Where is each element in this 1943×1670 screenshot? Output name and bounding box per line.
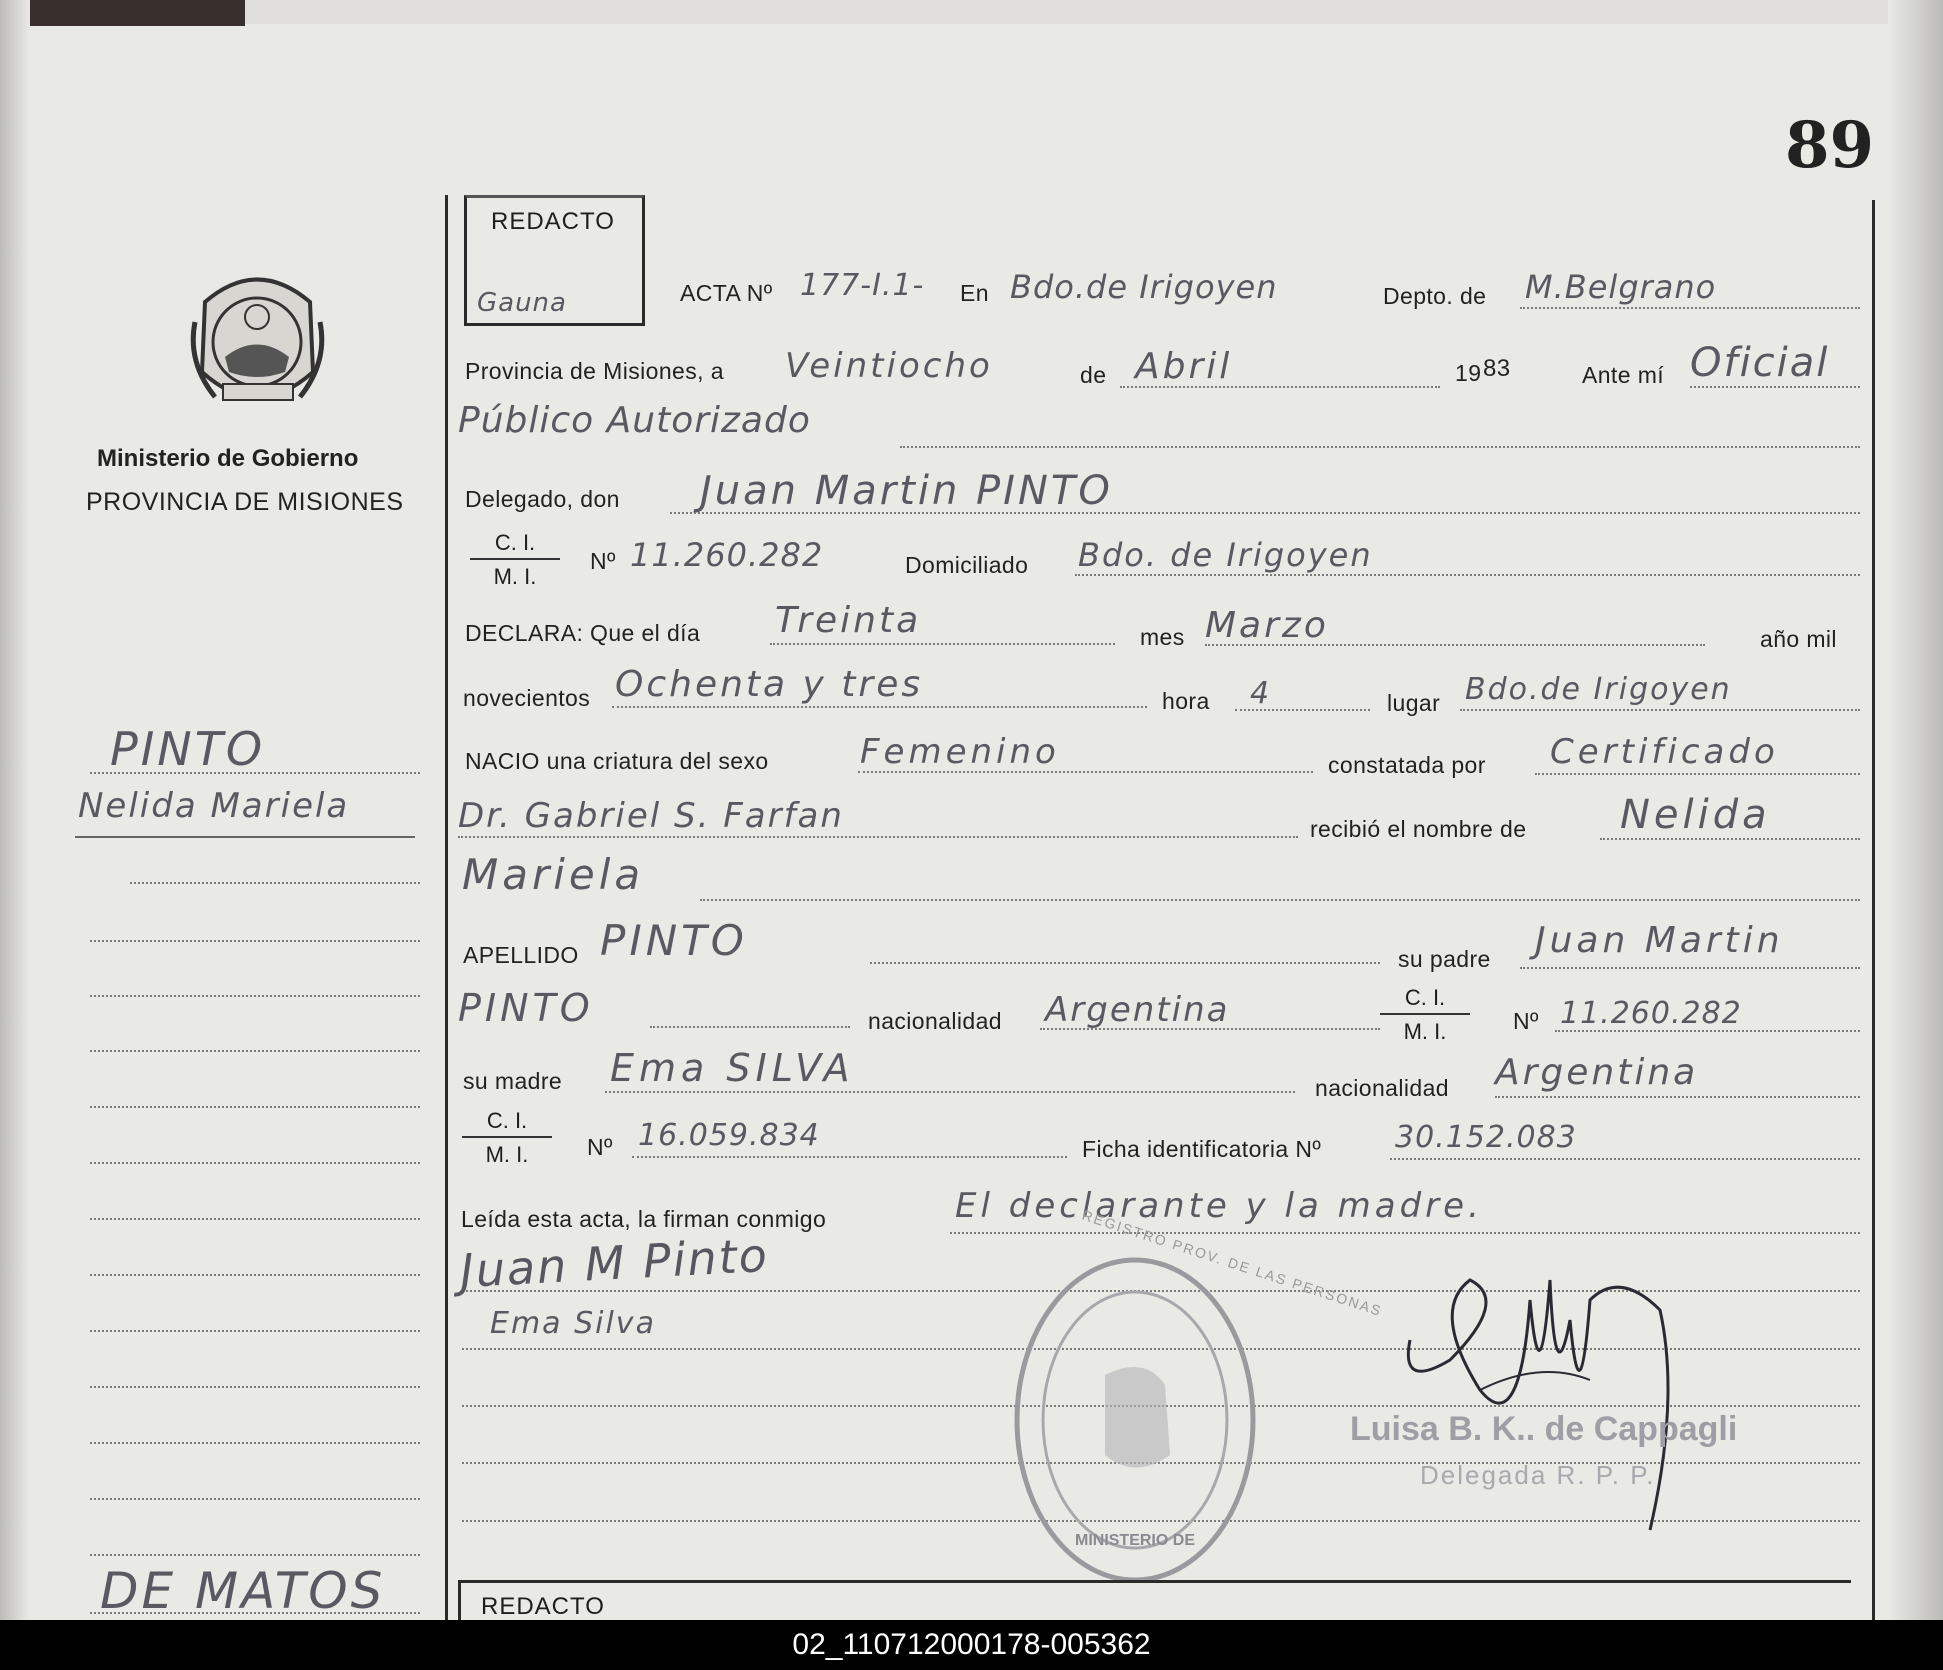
label-padre-nacionalidad: nacionalidad (868, 1008, 1002, 1034)
field-line (1120, 386, 1440, 388)
field-line (632, 1156, 1067, 1158)
margin-line (90, 1218, 420, 1220)
field-line (700, 899, 1860, 901)
label-de: de (1080, 362, 1107, 388)
field-line (900, 446, 1860, 448)
value-madre-doc: 16.059.834 (638, 1118, 820, 1153)
field-line (612, 706, 1147, 708)
svg-text:MINISTERIO DE: MINISTERIO DE (1074, 1532, 1196, 1549)
label-mes: mes (1140, 624, 1185, 650)
label-en: En (960, 280, 989, 306)
binding-edge (0, 0, 245, 26)
value-mes: Abril (1135, 346, 1233, 387)
value-apellido: PINTO (600, 916, 748, 965)
margin-line (90, 940, 420, 942)
label-year: 19 (1455, 360, 1482, 386)
label-depto: Depto. de (1383, 283, 1487, 309)
value-ante-mi-1: Oficial (1690, 340, 1830, 386)
value-anio-nac: Ochenta y tres (615, 664, 924, 705)
redacto-box-next (458, 1580, 1851, 1620)
redacto-value: Gauna (477, 288, 567, 318)
label-novecientos: novecientos (463, 685, 591, 711)
stamp-title: Delegada R. P. P. (1420, 1460, 1656, 1490)
field-line (1040, 1028, 1380, 1030)
field-line (870, 962, 1380, 964)
value-acta: 177-I.1- (800, 268, 925, 303)
label-leida: Leída esta acta, la firman conmigo (461, 1206, 827, 1232)
value-madre: Ema SILVA (610, 1046, 855, 1090)
field-line (1690, 386, 1860, 388)
margin-line (90, 1612, 420, 1614)
margin-line (90, 1274, 420, 1276)
value-padre-doc: 11.260.282 (1560, 996, 1742, 1031)
value-padre-1: Juan Martin (1535, 920, 1784, 961)
margin-line (90, 1330, 420, 1332)
ci-mi-fraction (470, 530, 560, 590)
margin-line (90, 1386, 420, 1388)
seal-ring-text: REGISTRO PROV. DE LAS PERSONAS (1080, 1206, 1385, 1320)
margin-line (90, 1498, 420, 1500)
page-left-shadow (0, 0, 30, 1620)
redacto-label-next: REDACTO (481, 1593, 605, 1620)
mi-label: M. I. (1403, 1019, 1447, 1044)
margin-line (90, 772, 420, 774)
value-firman: El declarante y la madre. (955, 1186, 1483, 1226)
field-line (1235, 709, 1370, 711)
label-no: Nº (590, 548, 616, 574)
field-line (1520, 307, 1860, 309)
field-line (1390, 1158, 1860, 1160)
margin-next-surname: DE MATOS (100, 1562, 386, 1620)
margin-line (130, 882, 420, 884)
form-right-border (1872, 200, 1875, 1620)
field-line (1520, 967, 1860, 969)
value-nombre-1: Nelida (1620, 792, 1771, 838)
value-domicilio: Bdo. de Irigoyen (1078, 536, 1373, 574)
value-constatada-1: Certificado (1550, 732, 1779, 772)
ci-label: C. I. (470, 530, 560, 560)
value-delegado: Juan Martin PINTO (700, 468, 1113, 514)
label-su-padre: su padre (1398, 946, 1491, 972)
label-no: Nº (1513, 1008, 1539, 1034)
label-apellido: APELLIDO (463, 942, 579, 968)
value-depto: M.Belgrano (1525, 268, 1717, 306)
value-padre-nacionalidad: Argentina (1045, 990, 1230, 1030)
label-provincia: Provincia de Misiones, a (465, 358, 724, 384)
label-ficha: Ficha identificatoria Nº (1082, 1136, 1322, 1162)
ministry-name: Ministerio de Gobierno (97, 445, 359, 472)
value-dia-nac: Treinta (775, 600, 922, 641)
margin-line (90, 1162, 420, 1164)
ci-label: C. I. (1380, 985, 1470, 1015)
value-en: Bdo.de Irigoyen (1010, 268, 1278, 306)
label-acta: ACTA Nº (680, 280, 773, 306)
value-lugar: Bdo.de Irigoyen (1465, 672, 1732, 707)
ci-mi-fraction (462, 1108, 552, 1168)
value-ante-mi-2: Público Autorizado (458, 400, 811, 441)
field-line (670, 512, 1860, 514)
field-line (458, 836, 1298, 838)
label-lugar: lugar (1387, 690, 1441, 716)
value-nombre-2: Mariela (462, 850, 645, 899)
value-madre-nacionalidad: Argentina (1495, 1052, 1699, 1093)
ci-label: C. I. (462, 1108, 552, 1138)
signature-declarante: Juan M Pinto (458, 1227, 771, 1299)
field-line (770, 643, 1115, 645)
official-seal-icon (1005, 1245, 1265, 1595)
mi-label: M. I. (493, 564, 537, 589)
page-number: 89 (1785, 108, 1875, 183)
field-line (950, 1232, 1860, 1234)
value-dia: Veintiocho (785, 346, 993, 386)
margin-line (90, 1050, 420, 1052)
page-top-edge (0, 0, 1943, 24)
value-ficha: 30.152.083 (1395, 1120, 1577, 1155)
margin-line (90, 995, 420, 997)
label-declara: DECLARA: Que el día (465, 620, 701, 646)
value-year: 83 (1483, 355, 1511, 382)
margin-line (90, 1554, 420, 1556)
field-line (1600, 838, 1860, 840)
field-line (1460, 709, 1860, 711)
province-seal-icon (185, 262, 330, 417)
label-hora: hora (1162, 688, 1210, 714)
value-sexo: Femenino (860, 732, 1060, 772)
field-line (605, 1091, 1295, 1093)
label-no: Nº (587, 1134, 613, 1160)
field-line (1555, 1030, 1860, 1032)
label-anio-mil: año mil (1760, 626, 1837, 652)
field-line (1495, 1096, 1860, 1098)
margin-line (90, 1106, 420, 1108)
value-hora: 4 (1250, 676, 1273, 711)
signature-madre: Ema Silva (490, 1306, 656, 1341)
field-line (1075, 574, 1860, 576)
label-su-madre: su madre (463, 1068, 563, 1094)
margin-underline (75, 836, 415, 838)
redacto-box (464, 195, 645, 326)
image-id-footer: 02_110712000178-005362 (0, 1620, 1943, 1670)
label-constatada: constatada por (1328, 752, 1486, 778)
form-left-border (445, 195, 448, 1620)
value-padre-2: PINTO (458, 986, 594, 1030)
ci-mi-fraction (1380, 985, 1470, 1045)
label-ante-mi: Ante mí (1582, 362, 1665, 388)
value-constatada-2: Dr. Gabriel S. Farfan (458, 796, 844, 836)
redacto-label: REDACTO (491, 208, 615, 235)
value-declarante-doc: 11.260.282 (630, 536, 824, 574)
value-mes-nac: Marzo (1205, 605, 1329, 646)
official-signature-icon (1390, 1240, 1690, 1540)
margin-surname: PINTO (110, 722, 266, 776)
page-right-shadow (1888, 0, 1943, 1620)
stamp-name: Luisa B. K.. de Cappagli (1350, 1410, 1738, 1448)
label-nacio: NACIO una criatura del sexo (465, 748, 769, 774)
margin-line (90, 1442, 420, 1444)
label-recibio: recibió el nombre de (1310, 816, 1527, 842)
label-domiciliado: Domiciliado (905, 552, 1029, 578)
field-line (1535, 773, 1860, 775)
label-madre-nacionalidad: nacionalidad (1315, 1075, 1449, 1101)
mi-label: M. I. (485, 1142, 529, 1167)
province-name: PROVINCIA DE MISIONES (86, 488, 404, 516)
field-line (858, 771, 1313, 773)
label-delegado: Delegado, don (465, 486, 620, 512)
margin-given-names: Nelida Mariela (78, 786, 350, 826)
field-line (650, 1026, 850, 1028)
field-line (1205, 644, 1705, 646)
